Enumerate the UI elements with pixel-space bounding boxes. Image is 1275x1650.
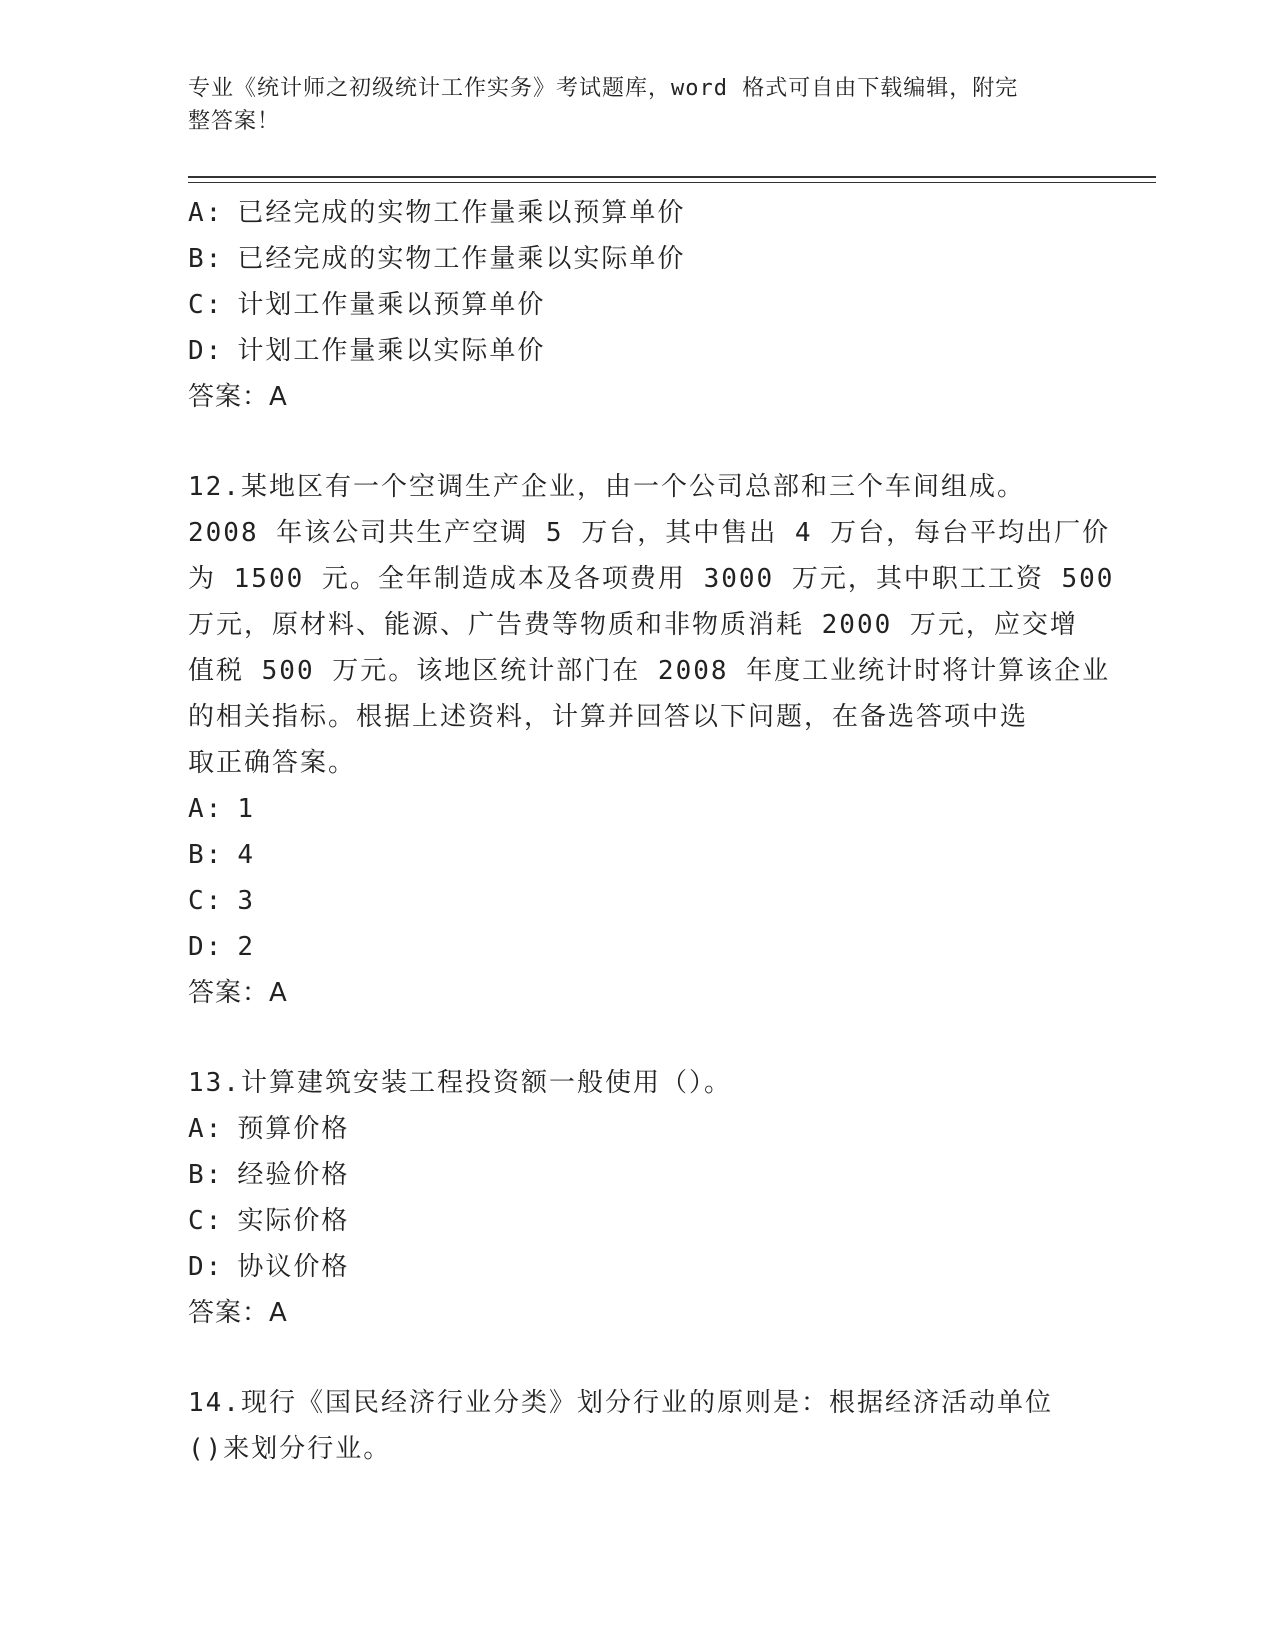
option-a [188, 786, 1088, 832]
option-key: B: [188, 840, 224, 870]
question-stem-line: 14.现行《国民经济行业分类》划分行业的原则是：根据经济活动单位 [188, 1388, 1053, 1418]
option-text: 预算价格 [237, 1114, 350, 1144]
option-key: C: [188, 1206, 224, 1236]
option-b [188, 1152, 1088, 1198]
option-text: 2 [237, 932, 255, 962]
question-12 [188, 464, 1115, 1016]
question-stem-line: 2008 年该公司共生产空调 5 万台，其中售出 4 万台，每台平均出厂价 [188, 518, 1111, 548]
option-b [188, 236, 1088, 282]
option-text: 3 [237, 886, 255, 916]
option-key: A: [188, 198, 224, 228]
option-text: 经验价格 [237, 1160, 350, 1190]
question-content [188, 190, 1115, 1472]
option-text: 计划工作量乘以预算单价 [237, 290, 546, 320]
header-line-1: 专业《统计师之初级统计工作实务》考试题库，word 格式可自由下载编辑，附完 [188, 76, 1019, 101]
option-c [188, 1198, 1088, 1244]
option-key: D: [188, 932, 224, 962]
question-stem-line: 取正确答案。 [188, 748, 357, 778]
option-d [188, 924, 1088, 970]
question-stem-line: 的相关指标。根据上述资料，计算并回答以下问题，在备选答项中选 [188, 702, 1029, 732]
question-stem-line: 12.某地区有一个空调生产企业，由一个公司总部和三个车间组成。 [188, 472, 1025, 502]
option-text: 4 [237, 840, 255, 870]
option-key: D: [188, 1252, 224, 1282]
option-key: D: [188, 336, 224, 366]
option-b [188, 832, 1088, 878]
option-d [188, 1244, 1088, 1290]
document-header [188, 72, 1068, 138]
option-key: B: [188, 1160, 224, 1190]
question-stem-line: ()来划分行业。 [188, 1434, 392, 1464]
option-a [188, 190, 1088, 236]
option-text: 1 [237, 794, 255, 824]
header-line-2: 整答案！ [188, 109, 281, 134]
question-11 [188, 190, 1088, 420]
question-14 [188, 1380, 1088, 1472]
option-text: 协议价格 [237, 1252, 350, 1282]
spacer [188, 1336, 1088, 1380]
question-13 [188, 1060, 1088, 1336]
option-text: 计划工作量乘以实际单价 [237, 336, 546, 366]
option-key: C: [188, 290, 224, 320]
option-text: 已经完成的实物工作量乘以实际单价 [237, 244, 686, 274]
header-divider-thin [188, 182, 1156, 183]
option-c [188, 282, 1088, 328]
option-a [188, 1106, 1088, 1152]
option-c [188, 878, 1088, 924]
option-key: C: [188, 886, 224, 916]
answer-line: 答案：A [188, 1298, 288, 1328]
option-text: 实际价格 [237, 1206, 350, 1236]
answer-line: 答案：A [188, 978, 288, 1008]
spacer [188, 1016, 1088, 1060]
option-key: A: [188, 1114, 224, 1144]
option-key: B: [188, 244, 224, 274]
answer-line: 答案：A [188, 382, 288, 412]
option-d [188, 328, 1088, 374]
question-stem-line: 万元，原材料、能源、广告费等物质和非物质消耗 2000 万元，应交增 [188, 610, 1078, 640]
option-text: 已经完成的实物工作量乘以预算单价 [237, 198, 686, 228]
header-divider-thick [188, 176, 1156, 178]
question-stem-line: 13.计算建筑安装工程投资额一般使用（）。 [188, 1068, 732, 1098]
spacer [188, 420, 1088, 464]
question-stem-line: 值税 500 万元。该地区统计部门在 2008 年度工业统计时将计算该企业 [188, 656, 1111, 686]
question-stem-line: 为 1500 元。全年制造成本及各项费用 3000 万元，其中职工工资 500 [188, 564, 1115, 594]
option-key: A: [188, 794, 224, 824]
